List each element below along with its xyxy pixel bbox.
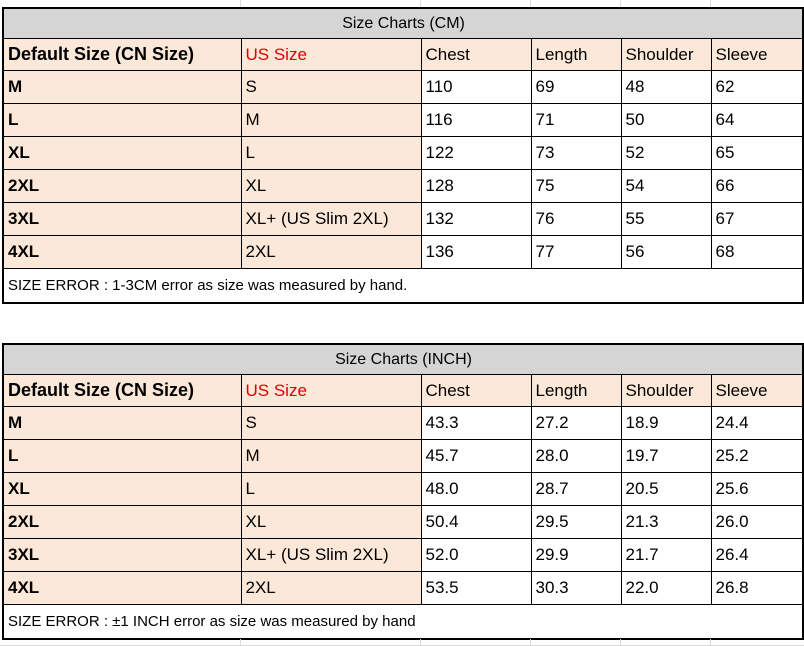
- table-row: [3, 440, 803, 473]
- size-chart-table-inch: [2, 343, 804, 640]
- cell-cn-size: 3XL: [3, 539, 241, 572]
- cell-chest: 122: [421, 137, 531, 170]
- cell-cn-size: L: [3, 440, 241, 473]
- cell-length: 76: [531, 203, 621, 236]
- cell-us-size: L: [241, 473, 421, 506]
- spreadsheet-gridlines-top: [0, 0, 804, 7]
- cell-sleeve: 26.0: [711, 506, 803, 539]
- cell-cn-size: 2XL: [3, 170, 241, 203]
- cell-cn-size: M: [3, 71, 241, 104]
- column-header-us-size: US Size: [241, 375, 421, 407]
- column-header-sleeve: Sleeve: [711, 39, 803, 71]
- cell-cn-size: L: [3, 104, 241, 137]
- cell-cn-size: M: [3, 407, 241, 440]
- cell-us-size: M: [241, 440, 421, 473]
- cell-chest: 50.4: [421, 506, 531, 539]
- cell-chest: 52.0: [421, 539, 531, 572]
- table-row: [3, 137, 803, 170]
- table-title-cm: Size Charts (CM): [3, 8, 803, 39]
- cell-us-size: L: [241, 137, 421, 170]
- cell-shoulder: 21.7: [621, 539, 711, 572]
- cell-shoulder: 21.3: [621, 506, 711, 539]
- cell-us-size: XL: [241, 170, 421, 203]
- table-row: [3, 170, 803, 203]
- cell-sleeve: 68: [711, 236, 803, 269]
- cell-length: 28.7: [531, 473, 621, 506]
- cell-length: 27.2: [531, 407, 621, 440]
- gridline: [240, 0, 241, 7]
- table-row: [3, 506, 803, 539]
- cell-cn-size: XL: [3, 473, 241, 506]
- cell-sleeve: 24.4: [711, 407, 803, 440]
- cell-sleeve: 26.4: [711, 539, 803, 572]
- column-header-shoulder: Shoulder: [621, 39, 711, 71]
- cell-us-size: XL+ (US Slim 2XL): [241, 203, 421, 236]
- cell-chest: 128: [421, 170, 531, 203]
- cell-sleeve: 67: [711, 203, 803, 236]
- gridline: [530, 0, 531, 7]
- table-row: [3, 71, 803, 104]
- gridline: [420, 0, 421, 7]
- table-title-inch: Size Charts (INCH): [3, 344, 803, 375]
- cell-sleeve: 26.8: [711, 572, 803, 605]
- size-error-note-cm: SIZE ERROR : 1-3CM error as size was measured by hand.: [3, 269, 803, 304]
- cell-shoulder: 48: [621, 71, 711, 104]
- cell-us-size: 2XL: [241, 236, 421, 269]
- cell-cn-size: 2XL: [3, 506, 241, 539]
- column-header-chest: Chest: [421, 375, 531, 407]
- cell-sleeve: 25.6: [711, 473, 803, 506]
- cell-cn-size: XL: [3, 137, 241, 170]
- cell-shoulder: 22.0: [621, 572, 711, 605]
- column-header-cn-size: Default Size (CN Size): [3, 39, 241, 71]
- column-header-length: Length: [531, 375, 621, 407]
- size-error-note-inch: SIZE ERROR : ±1 INCH error as size was measured by hand: [3, 605, 803, 640]
- size-chart-table-cm: [2, 7, 804, 304]
- cell-us-size: M: [241, 104, 421, 137]
- cell-shoulder: 55: [621, 203, 711, 236]
- cell-sleeve: 66: [711, 170, 803, 203]
- cell-chest: 48.0: [421, 473, 531, 506]
- cell-chest: 116: [421, 104, 531, 137]
- spreadsheet-gridlines-bottom: [0, 639, 804, 646]
- table-row: [3, 473, 803, 506]
- column-header-sleeve: Sleeve: [711, 375, 803, 407]
- cell-shoulder: 19.7: [621, 440, 711, 473]
- cell-chest: 45.7: [421, 440, 531, 473]
- cell-sleeve: 65: [711, 137, 803, 170]
- table-row: [3, 203, 803, 236]
- cell-chest: 53.5: [421, 572, 531, 605]
- table-row: [3, 407, 803, 440]
- cell-chest: 136: [421, 236, 531, 269]
- cell-shoulder: 52: [621, 137, 711, 170]
- cell-shoulder: 54: [621, 170, 711, 203]
- column-header-shoulder: Shoulder: [621, 375, 711, 407]
- table-row: [3, 539, 803, 572]
- cell-sleeve: 62: [711, 71, 803, 104]
- cell-sleeve: 64: [711, 104, 803, 137]
- cell-length: 29.9: [531, 539, 621, 572]
- cell-length: 28.0: [531, 440, 621, 473]
- cell-length: 75: [531, 170, 621, 203]
- gridline: [620, 0, 621, 7]
- cell-chest: 110: [421, 71, 531, 104]
- cell-us-size: S: [241, 407, 421, 440]
- table-row: [3, 572, 803, 605]
- cell-length: 30.3: [531, 572, 621, 605]
- cell-shoulder: 50: [621, 104, 711, 137]
- cell-shoulder: 56: [621, 236, 711, 269]
- cell-sleeve: 25.2: [711, 440, 803, 473]
- gridline: [710, 0, 711, 7]
- cell-length: 71: [531, 104, 621, 137]
- table-row: [3, 104, 803, 137]
- column-header-us-size: US Size: [241, 39, 421, 71]
- table-row: [3, 236, 803, 269]
- column-header-length: Length: [531, 39, 621, 71]
- cell-cn-size: 4XL: [3, 236, 241, 269]
- cell-chest: 132: [421, 203, 531, 236]
- cell-shoulder: 18.9: [621, 407, 711, 440]
- cell-length: 29.5: [531, 506, 621, 539]
- cell-chest: 43.3: [421, 407, 531, 440]
- cell-us-size: XL+ (US Slim 2XL): [241, 539, 421, 572]
- cell-us-size: XL: [241, 506, 421, 539]
- column-header-cn-size: Default Size (CN Size): [3, 375, 241, 407]
- cell-us-size: 2XL: [241, 572, 421, 605]
- cell-length: 69: [531, 71, 621, 104]
- cell-us-size: S: [241, 71, 421, 104]
- cell-length: 73: [531, 137, 621, 170]
- cell-cn-size: 4XL: [3, 572, 241, 605]
- cell-length: 77: [531, 236, 621, 269]
- cell-shoulder: 20.5: [621, 473, 711, 506]
- column-header-chest: Chest: [421, 39, 531, 71]
- cell-cn-size: 3XL: [3, 203, 241, 236]
